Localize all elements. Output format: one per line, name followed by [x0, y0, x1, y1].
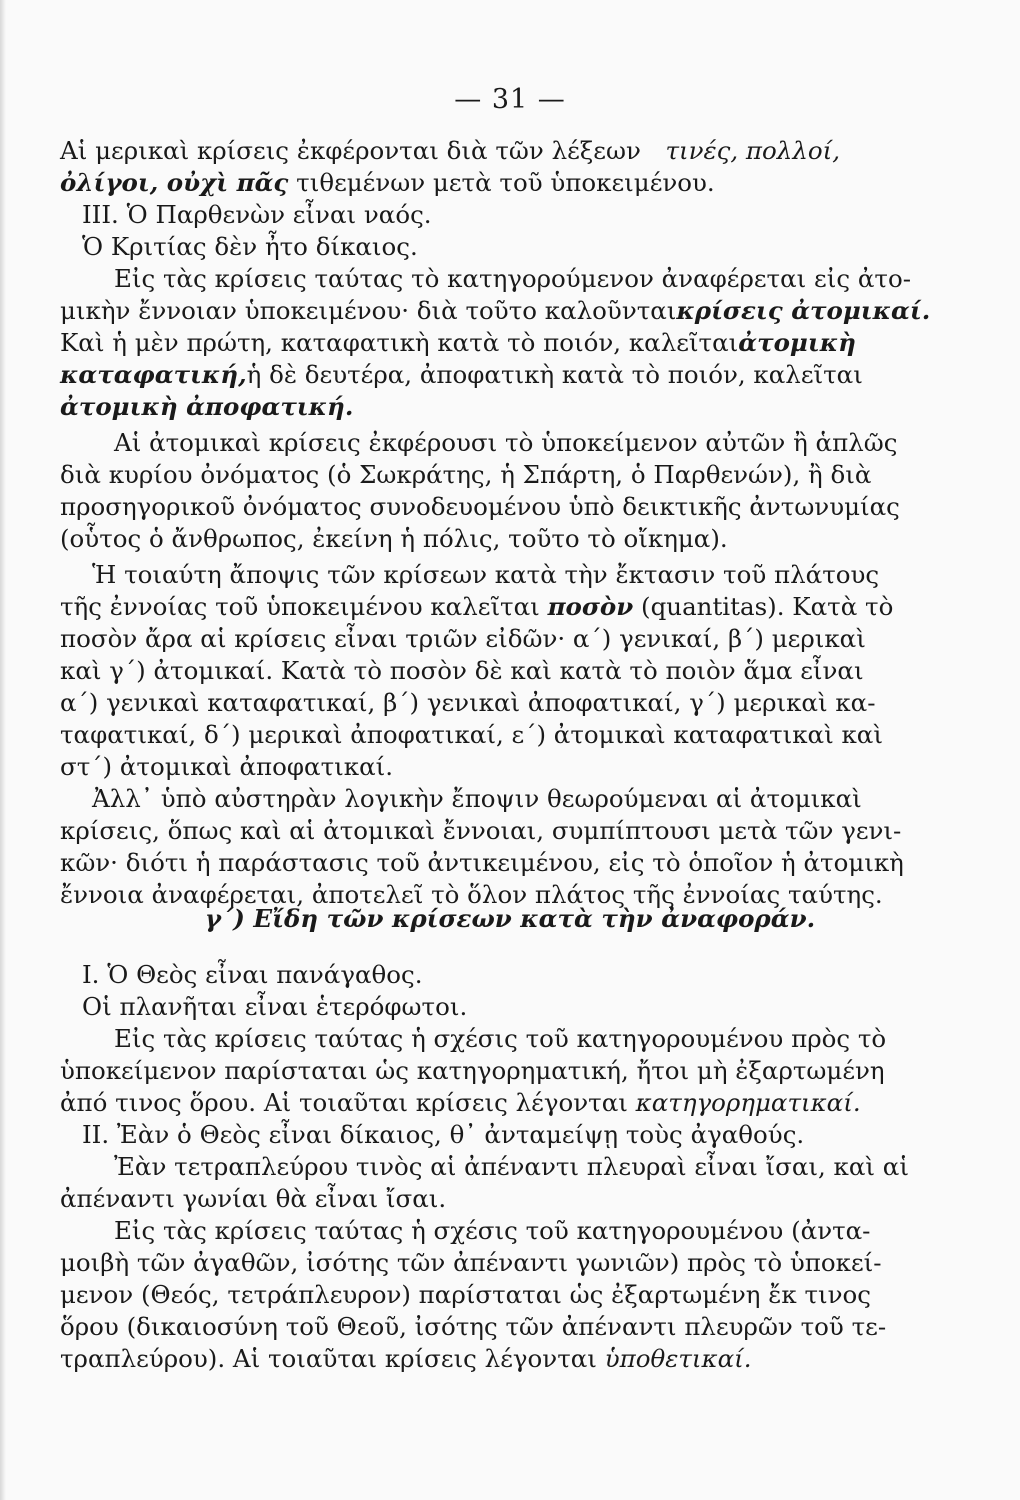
- example-line: ἀπέναντι γωνίαι θὰ εἶναι ἴσαι.: [60, 1184, 447, 1213]
- text-line: ὅρου (δικαιοσύνη τοῦ Θεοῦ, ἰσότης τῶν ἀπέναντι πλευρῶν τοῦ τε-: [60, 1312, 887, 1341]
- text-line: μενον (Θεός, τετράπλευρον) παρίσταται ὡς ἐξαρτωμένη ἔκ τινος: [60, 1280, 872, 1309]
- section-heading: γ΄) Εἴδη τῶν κρίσεων κατὰ τὴν ἀναφοράν.: [204, 904, 816, 933]
- text-line: μικὴν ἔννοιαν ὑποκειμένου· διὰ τοῦτο καλοῦνται κρίσεις ἀτομικαί.: [60, 296, 931, 325]
- text-line: ἀπό τινος ὅρου. Αἱ τοιαῦται κρίσεις λέγονται κατηγορηματικαί.: [60, 1088, 861, 1117]
- text-line: στ΄) ἀτομικαὶ ἀποφατικαί.: [60, 752, 394, 781]
- bold-term: κρίσεις ἀτομικαί.: [676, 296, 931, 325]
- text-line: (οὗτος ὁ ἄνθρωπος, ἐκείνη ἡ πόλις, τοῦτο τὸ οἴκημα).: [60, 524, 728, 553]
- text-line: διὰ κυρίου ὀνόματος (ὁ Σωκράτης, ἡ Σπάρτη, ὁ Παρθενών), ἢ διὰ: [60, 460, 872, 489]
- text-line: Ἡ τοιαύτη ἄποψις τῶν κρίσεων κατὰ τὴν ἔκτασιν τοῦ πλάτους: [92, 560, 880, 589]
- text-line: Εἰς τὰς κρίσεις ταύτας ἡ σχέσις τοῦ κατηγορουμένου πρὸς τὸ: [114, 1024, 887, 1053]
- text-line: καταφατική, ἡ δὲ δευτέρα, ἀποφατικὴ κατὰ τὸ ποιόν, καλεῖται: [60, 360, 863, 389]
- italic-term: ὀλίγοι, οὐχὶ πᾶς: [60, 168, 289, 197]
- text-line: ὀλίγοι, οὐχὶ πᾶς τιθεμένων μετὰ τοῦ ὑποκειμένου.: [60, 168, 715, 197]
- text-line: ὑποκείμενον παρίσταται ὡς κατηγορηματική, ἤτοι μὴ ἐξαρτωμένη: [60, 1056, 885, 1085]
- example-line: Ὁ Κριτίας δὲν ἦτο δίκαιος.: [82, 232, 418, 261]
- text-line: προσηγορικοῦ ὀνόματος συνοδευομένου ὑπὸ δεικτικῆς ἀντωνυμίας: [60, 492, 900, 521]
- example-line: Οἱ πλανῆται εἶναι ἑτερόφωτοι.: [82, 992, 468, 1021]
- text-line: α΄) γενικαὶ καταφατικαί, β΄) γενικαὶ ἀποφατικαί, γ΄) μερικαὶ κα-: [60, 688, 876, 717]
- bold-term: ἀτομικὴ: [738, 328, 856, 357]
- example-line: Ἐὰν τετραπλεύρου τινὸς αἱ ἀπέναντι πλευραὶ εἶναι ἴσαι, καὶ αἱ: [114, 1152, 909, 1181]
- text-line: κρίσεις, ὅπως καὶ αἱ ἀτομικαὶ ἔννοιαι, συμπίπτουσι μετὰ τῶν γενι-: [60, 816, 902, 845]
- bold-term: ἀτομικὴ ἀποφατική.: [60, 392, 354, 421]
- italic-term: τινές, πολλοί,: [665, 136, 840, 165]
- text-line: Αἱ μερικαὶ κρίσεις ἐκφέρονται διὰ τῶν λέξεων τινές, πολλοί,: [60, 136, 840, 165]
- text-line: μοιβὴ τῶν ἀγαθῶν, ἰσότης τῶν ἀπέναντι γωνιῶν) πρὸς τὸ ὑποκεί-: [60, 1248, 882, 1277]
- italic-term: ὑποθετικαί.: [604, 1344, 752, 1373]
- text-line: ἔννοια ἀναφέρεται, ἀποτελεῖ τὸ ὅλον πλάτος τῆς ἐννοίας ταύτης.: [60, 880, 883, 909]
- page-number: — 31 —: [454, 84, 566, 115]
- text-line: καὶ γ΄) ἀτομικαί. Κατὰ τὸ ποσὸν δὲ καὶ κατὰ τὸ ποιὸν ἅμα εἶναι: [60, 656, 864, 685]
- example-line: ΙΙ. Ἐὰν ὁ Θεὸς εἶναι δίκαιος, θ᾿ ἀνταμείψῃ τοὺς ἀγαθούς.: [82, 1120, 805, 1149]
- text-line: Αἱ ἀτομικαὶ κρίσεις ἐκφέρουσι τὸ ὑποκείμενον αὐτῶν ἢ ἁπλῶς: [114, 428, 898, 457]
- italic-term: κατηγορηματικαί.: [635, 1088, 861, 1117]
- text-line: τραπλεύρου). Αἱ τοιαῦται κρίσεις λέγονται ὑποθετικαί.: [60, 1344, 752, 1373]
- bold-term: καταφατική,: [60, 360, 247, 389]
- text-line: [0, 392, 1020, 421]
- text-line: Ἀλλ᾿ ὑπὸ αὐστηρὰν λογικὴν ἔποψιν θεωρούμεναι αἱ ἀτομικαὶ: [92, 784, 862, 813]
- bold-term: ποσὸν: [547, 592, 634, 621]
- example-line: Ι. Ὁ Θεὸς εἶναι πανάγαθος.: [82, 960, 423, 989]
- text-line: Εἰς τὰς κρίσεις ταύτας ἡ σχέσις τοῦ κατηγορουμένου (ἀντα-: [114, 1216, 871, 1245]
- text-line: Καὶ ἡ μὲν πρώτη, καταφατικὴ κατὰ τὸ ποιόν, καλεῖται ἀτομικὴ: [60, 328, 856, 357]
- text-line: τῆς ἐννοίας τοῦ ὑποκειμένου καλεῖται ποσὸν (quantitas). Κατὰ τὸ: [60, 592, 894, 621]
- text-line: κῶν· διότι ἡ παράστασις τοῦ ἀντικειμένου, εἰς τὸ ὁποῖον ἡ ἀτομικὴ: [60, 848, 904, 877]
- text-line: Εἰς τὰς κρίσεις ταύτας τὸ κατηγορούμενον ἀναφέρεται εἰς ἀτο-: [114, 264, 911, 293]
- example-line: ΙΙΙ. Ὁ Παρθενὼν εἶναι ναός.: [82, 200, 432, 229]
- text-line: ταφατικαί, δ΄) μερικαὶ ἀποφατικαί, ε΄) ἀτομικαὶ καταφατικαὶ καὶ: [60, 720, 883, 749]
- text-line: ποσὸν ἄρα αἱ κρίσεις εἶναι τριῶν εἰδῶν· α΄) γενικαί, β΄) μερικαὶ: [60, 624, 866, 653]
